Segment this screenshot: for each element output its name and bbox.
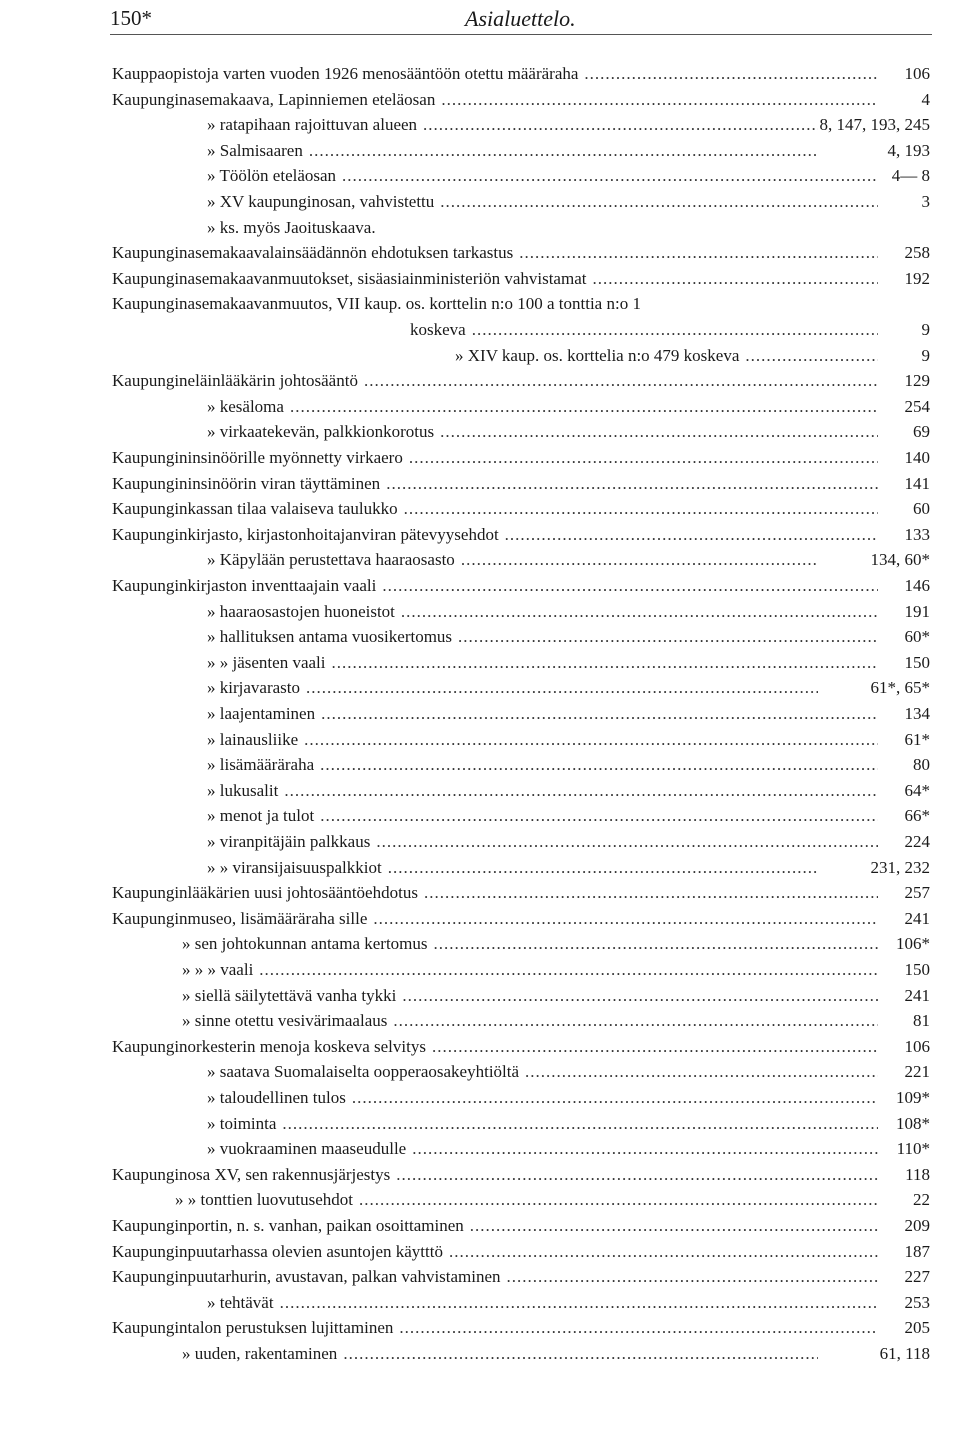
index-entry — [0, 497, 960, 521]
dot-leader — [342, 164, 878, 188]
page-number: 150* — [110, 6, 152, 30]
index-entry — [0, 1214, 960, 1238]
entry-heading: » Salmisaaren — [207, 140, 303, 160]
index-entry — [0, 1112, 960, 1136]
entry-text-wrap — [112, 88, 878, 112]
dot-leader — [399, 1316, 878, 1340]
entry-text-wrap — [207, 1291, 878, 1315]
entry-heading: koskeva — [410, 320, 466, 339]
entry-heading: Kaupunginpuutarhurin, avustavan, palkan vahvistaminen — [112, 1267, 501, 1287]
entry-heading: Kaupungininsinöörille myönnetty virkaero — [112, 448, 403, 467]
entry-heading: Kaupunginasemakaavalainsäädännön ehdotuksen tarkastus — [112, 243, 514, 263]
dot-leader — [393, 1009, 878, 1033]
entry-heading: » lukusalit — [207, 780, 279, 800]
entry-page-ref: 60 — [913, 499, 930, 519]
entry-text-wrap — [112, 369, 878, 393]
index-entry — [0, 651, 960, 675]
dot-leader — [284, 779, 878, 803]
index-entry — [0, 984, 960, 1008]
index-entry — [0, 292, 960, 316]
entry-text-wrap — [207, 548, 818, 572]
entry-text-wrap — [182, 932, 878, 956]
entry-page-ref: 209 — [904, 1216, 930, 1235]
index-entry — [0, 1137, 960, 1161]
index-entry — [0, 1291, 960, 1315]
index-entry — [0, 1316, 960, 1340]
entry-text-wrap — [112, 446, 878, 470]
entry-page-ref: 60* — [904, 627, 930, 647]
dot-leader — [282, 1112, 878, 1136]
entry-page-ref: 140 — [904, 448, 930, 467]
entry-page-ref: 80 — [913, 755, 930, 775]
entry-text-wrap — [207, 216, 878, 240]
entry-heading: » sinne otettu vesivärimaalaus — [182, 1011, 388, 1031]
dot-leader — [404, 497, 878, 521]
dot-leader — [321, 702, 878, 726]
index-entry — [0, 62, 960, 86]
dot-leader — [584, 62, 878, 86]
entry-text-wrap — [112, 907, 878, 931]
index-entry — [0, 369, 960, 393]
entry-page-ref: 134 — [904, 704, 930, 723]
index-entry — [0, 881, 960, 905]
entry-heading: » » jäsenten vaali — [207, 652, 326, 672]
dot-leader — [402, 984, 878, 1008]
index-entry — [0, 779, 960, 803]
entry-text-wrap — [112, 62, 878, 86]
index-entry — [0, 1240, 960, 1264]
entry-page-ref: 134, 60* — [870, 550, 930, 570]
entry-page-ref: 22 — [913, 1190, 930, 1210]
entry-page-ref: 187 — [904, 1241, 930, 1261]
index-entry — [0, 395, 960, 419]
entry-heading: » ratapihaan rajoittuvan alueen — [207, 115, 418, 135]
entry-page-ref: 61* — [904, 729, 930, 749]
entry-text-wrap — [112, 267, 878, 291]
entry-page-ref: 257 — [904, 883, 930, 903]
index-entry — [0, 523, 960, 547]
entry-page-ref: 3 — [921, 192, 930, 211]
entry-page-ref: 205 — [904, 1318, 930, 1338]
entry-text-wrap — [112, 1265, 878, 1289]
entry-heading: Kaupunginmuseo, lisämääräraha sille — [112, 908, 368, 928]
index-entry — [0, 88, 960, 112]
entry-page-ref: 9 — [921, 320, 930, 339]
index-entry — [0, 548, 960, 572]
index-entry — [0, 574, 960, 598]
entry-text-wrap — [182, 1009, 878, 1033]
entry-page-ref: 241 — [904, 908, 930, 928]
entry-page-ref: 192 — [904, 268, 930, 288]
index-entry — [0, 472, 960, 496]
entry-text-wrap — [207, 420, 878, 444]
index-entry — [0, 420, 960, 444]
dot-leader — [412, 1137, 878, 1161]
dot-leader — [280, 1291, 878, 1315]
dot-leader — [424, 881, 878, 905]
entry-heading: » XIV kaup. os. korttelia n:o 479 koskeva — [455, 345, 740, 365]
dot-leader — [423, 113, 818, 137]
entry-page-ref: 129 — [904, 371, 930, 391]
entry-text-wrap — [112, 1316, 878, 1340]
entry-page-ref: 61, 118 — [879, 1344, 930, 1363]
index-entry — [0, 1060, 960, 1084]
entry-heading: » ks. myös Jaoituskaava. — [207, 217, 376, 237]
index-entry — [0, 1009, 960, 1033]
entry-heading: Kaupungintalon perustuksen lujittaminen — [112, 1318, 394, 1338]
dot-leader — [388, 856, 818, 880]
entry-text-wrap — [112, 1035, 878, 1059]
dot-leader — [432, 1035, 878, 1059]
index-entry — [0, 907, 960, 931]
dot-leader — [386, 472, 878, 496]
entry-text-wrap — [207, 753, 878, 777]
entry-heading: Kaupunginpuutarhassa olevien asuntojen käytttö — [112, 1241, 443, 1261]
dot-leader — [306, 676, 818, 700]
index-entry — [0, 190, 960, 214]
dot-leader — [441, 88, 878, 112]
entry-text-wrap — [182, 958, 878, 982]
dot-leader — [505, 523, 878, 547]
index-entry — [0, 241, 960, 265]
entry-text-wrap — [112, 1163, 878, 1187]
entry-page-ref: 191 — [904, 601, 930, 621]
entry-text-wrap — [112, 574, 878, 598]
dot-leader — [409, 446, 878, 470]
entry-page-ref: 8, 147, 193, 245 — [819, 115, 930, 135]
entry-heading: » tehtävät — [207, 1292, 274, 1312]
dot-leader — [364, 369, 878, 393]
entry-text-wrap — [182, 1342, 818, 1366]
entry-heading: » siellä säilytettävä vanha tykki — [182, 985, 397, 1005]
dot-leader — [449, 1240, 878, 1264]
entry-text-wrap — [207, 139, 818, 163]
dot-leader — [376, 830, 878, 854]
entry-page-ref: 61*, 65* — [870, 678, 930, 698]
dot-leader — [507, 1265, 878, 1289]
entry-heading: » kesäloma — [207, 396, 284, 416]
dot-leader — [519, 241, 878, 265]
entry-heading: Kaupunginportin, n. s. vanhan, paikan osoittaminen — [112, 1216, 464, 1235]
index-entry — [0, 830, 960, 854]
index-entry — [0, 728, 960, 752]
entry-heading: » toiminta — [207, 1113, 277, 1133]
entry-text-wrap — [207, 676, 818, 700]
entry-text-wrap — [207, 113, 818, 137]
entry-page-ref: 254 — [904, 396, 930, 416]
dot-leader — [525, 1060, 878, 1084]
entry-heading: Kaupunginasemakaavanmuutos, VII kaup. os. korttelin n:o 100 a tonttia n:o 1 — [112, 294, 641, 314]
entry-heading: » lisämääräraha — [207, 755, 315, 775]
index-entry — [0, 753, 960, 777]
entry-page-ref: 146 — [904, 576, 930, 595]
entry-page-ref: 110* — [896, 1139, 930, 1159]
page-header — [110, 4, 932, 34]
entry-text-wrap — [112, 472, 878, 496]
entry-text-wrap — [207, 395, 878, 419]
entry-page-ref: 4— 8 — [891, 166, 930, 186]
entry-heading: » Käpylään perustettava haaraosasto — [207, 550, 455, 570]
entry-page-ref: 4, 193 — [887, 140, 930, 160]
dot-leader — [458, 625, 878, 649]
dot-leader — [440, 420, 878, 444]
entry-text-wrap — [112, 1214, 878, 1238]
entry-heading: Kaupunginosa XV, sen rakennusjärjestys — [112, 1164, 391, 1184]
entry-heading: » hallituksen antama vuosikertomus — [207, 627, 453, 647]
entry-page-ref: 258 — [904, 243, 930, 263]
header-rule — [110, 34, 932, 35]
index-entry — [0, 702, 960, 726]
entry-text-wrap — [207, 1137, 878, 1161]
entry-heading: Kaupunginkirjaston inventtaajain vaali — [112, 576, 377, 595]
entry-page-ref: 108* — [896, 1113, 930, 1133]
dot-leader — [382, 574, 878, 598]
index-entry — [0, 1188, 960, 1212]
entry-page-ref: 9 — [921, 345, 930, 365]
entry-page-ref: 221 — [904, 1062, 930, 1082]
entry-text-wrap — [112, 497, 878, 521]
entry-page-ref: 4 — [921, 89, 930, 109]
entry-text-wrap — [207, 1060, 878, 1084]
index-entry — [0, 1086, 960, 1110]
entry-page-ref: 118 — [905, 1164, 930, 1184]
entry-page-ref: 133 — [904, 524, 930, 544]
entry-page-ref: 224 — [904, 832, 930, 851]
entry-heading: » virkaatekevän, palkkionkorotus — [207, 422, 435, 442]
entry-heading: Kaupungineläinlääkärin johtosääntö — [112, 371, 358, 391]
entry-text-wrap — [112, 523, 878, 547]
entry-heading: Kauppaopistoja varten vuoden 1926 menosääntöön otettu määräraha — [112, 64, 579, 83]
entry-page-ref: 241 — [904, 985, 930, 1005]
dot-leader — [290, 395, 878, 419]
index-entry — [0, 932, 960, 956]
entry-heading: » » » vaali — [182, 960, 254, 979]
entry-page-ref: 231, 232 — [870, 857, 930, 877]
entry-heading: Kaupunginkassan tilaa valaiseva taulukko — [112, 499, 398, 519]
entry-heading: » » tonttien luovutusehdot — [175, 1190, 354, 1210]
index-entry — [0, 600, 960, 624]
entry-text-wrap — [175, 1188, 878, 1212]
dot-leader — [309, 139, 818, 163]
entry-text-wrap — [207, 702, 878, 726]
entry-heading: » viranpitäjäin palkkaus — [207, 832, 371, 851]
dot-leader — [396, 1163, 878, 1187]
entry-text-wrap — [207, 728, 878, 752]
index-entry — [0, 446, 960, 470]
entry-heading: » sen johtokunnan antama kertomus — [182, 934, 428, 954]
entry-heading: » » viransijaisuuspalkkiot — [207, 857, 382, 877]
entry-heading: Kaupunginlääkärien uusi johtosääntöehdotus — [112, 883, 418, 903]
entry-heading: » uuden, rakentaminen — [182, 1344, 338, 1363]
dot-leader — [304, 728, 878, 752]
entry-text-wrap — [207, 600, 878, 624]
dot-leader — [745, 344, 878, 368]
entry-page-ref: 141 — [904, 473, 930, 493]
entry-heading: » haaraosastojen huoneistot — [207, 601, 395, 621]
entry-text-wrap — [207, 779, 878, 803]
index-entry — [0, 164, 960, 188]
entry-text-wrap — [182, 984, 878, 1008]
entry-page-ref: 227 — [904, 1267, 930, 1287]
entry-page-ref: 109* — [896, 1088, 930, 1107]
entry-text-wrap — [207, 804, 878, 828]
entry-text-wrap — [207, 1112, 878, 1136]
dot-leader — [373, 907, 878, 931]
entry-heading: » lainausliike — [207, 729, 299, 749]
entry-text-wrap — [112, 881, 878, 905]
index-entry — [0, 113, 960, 137]
entry-page-ref: 69 — [913, 422, 930, 442]
index-entry — [0, 958, 960, 982]
running-title: Asialuettelo. — [465, 6, 576, 31]
entry-text-wrap — [410, 318, 878, 342]
dot-leader — [343, 1342, 818, 1366]
entry-heading: » XV kaupunginosan, vahvistettu — [207, 192, 435, 211]
entry-text-wrap — [112, 1240, 878, 1264]
entry-page-ref: 150 — [904, 652, 930, 672]
entry-page-ref: 66* — [904, 806, 930, 826]
entry-heading: Kaupunginasemakaava, Lapinniemen eteläosan — [112, 89, 436, 109]
index-entry — [0, 856, 960, 880]
entry-text-wrap — [207, 830, 878, 854]
entry-text-wrap — [207, 856, 818, 880]
entry-heading: » Töölön eteläosan — [207, 166, 337, 186]
dot-leader — [592, 267, 878, 291]
dot-leader — [461, 548, 818, 572]
entry-text-wrap — [112, 241, 878, 265]
entry-text-wrap — [455, 344, 878, 368]
entry-heading: » kirjavarasto — [207, 678, 300, 698]
dot-leader — [470, 1214, 878, 1238]
entry-heading: » vuokraaminen maaseudulle — [207, 1139, 407, 1159]
index-entry — [0, 804, 960, 828]
index-entry — [0, 1265, 960, 1289]
entry-text-wrap — [207, 190, 878, 214]
index-entry — [0, 676, 960, 700]
entry-text-wrap — [207, 651, 878, 675]
entry-page-ref: 106* — [896, 934, 930, 954]
entry-heading: » taloudellinen tulos — [207, 1088, 346, 1107]
entry-heading: » laajentaminen — [207, 704, 316, 723]
entry-heading: Kaupunginorkesterin menoja koskeva selvitys — [112, 1036, 426, 1056]
entry-page-ref: 106 — [904, 64, 930, 83]
dot-leader — [472, 318, 878, 342]
dot-leader — [434, 932, 878, 956]
index-entry — [0, 625, 960, 649]
entry-heading: Kaupungininsinöörin viran täyttäminen — [112, 473, 381, 493]
dot-leader — [440, 190, 878, 214]
index-entry — [0, 1163, 960, 1187]
dot-leader — [320, 804, 878, 828]
entry-heading: » saatava Suomalaiselta oopperaosakeyhtiöltä — [207, 1062, 520, 1082]
dot-leader — [259, 958, 878, 982]
index-entry — [0, 1035, 960, 1059]
entry-page-ref: 64* — [904, 780, 930, 800]
entry-heading: » menot ja tulot — [207, 806, 315, 826]
index-entry — [0, 344, 960, 368]
entry-text-wrap — [207, 1086, 878, 1110]
entry-page-ref: 81 — [913, 1011, 930, 1031]
index-entry — [0, 318, 960, 342]
dot-leader — [320, 753, 878, 777]
entry-page-ref: 253 — [904, 1292, 930, 1312]
index-entry — [0, 1342, 960, 1366]
entry-heading: Kaupunginkirjasto, kirjastonhoitajanviran pätevyysehdot — [112, 524, 499, 544]
entry-page-ref: 106 — [904, 1036, 930, 1056]
dot-leader — [352, 1086, 878, 1110]
index-entry — [0, 139, 960, 163]
index-entry — [0, 216, 960, 240]
entry-text-wrap — [207, 625, 878, 649]
index-entry — [0, 267, 960, 291]
entry-heading: Kaupunginasemakaavanmuutokset, sisäasiainministeriön vahvistamat — [112, 268, 587, 288]
entry-text-wrap — [207, 164, 878, 188]
dot-leader — [359, 1188, 878, 1212]
entry-page-ref: 150 — [904, 960, 930, 979]
entry-text-wrap — [112, 292, 878, 316]
dot-leader — [401, 600, 878, 624]
dot-leader — [332, 651, 879, 675]
